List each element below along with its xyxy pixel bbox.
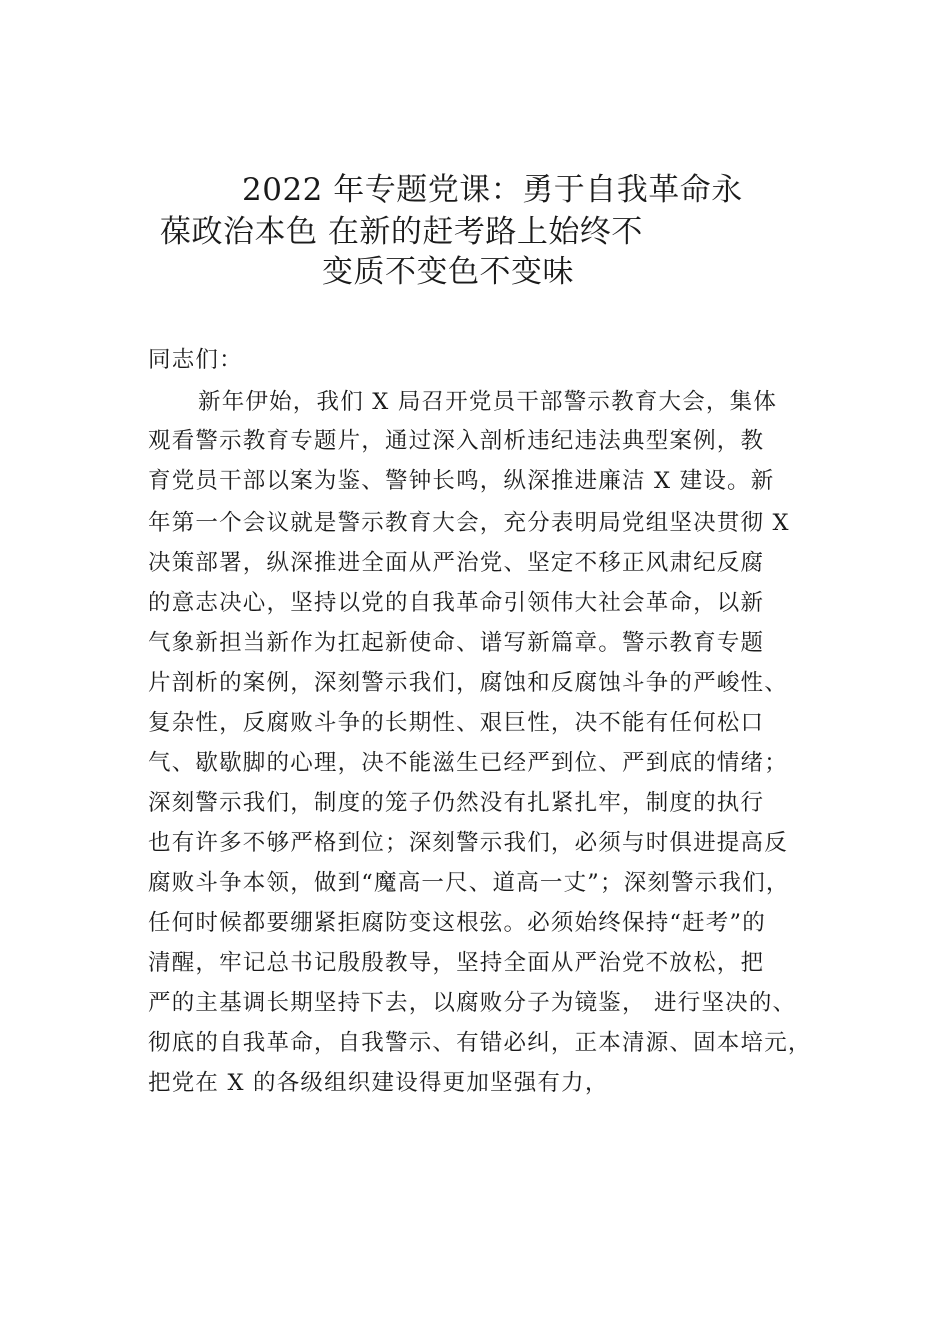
body-line-7: 气象新担当新作为扛起新使命、谱写新篇章。警示教育专题 (148, 630, 765, 656)
body-line-5: 决策部署，纵深推进全面从严治党、坚定不移正风肃纪反腐 (148, 550, 765, 576)
body-line-8: 片剖析的案例，深刻警示我们，腐蚀和反腐蚀斗争的严峻性、 (148, 670, 788, 696)
body-line-10: 气、歇歇脚的心理，决不能滋生已经严到位、严到底的情绪； (148, 750, 788, 776)
body-line-4: 年第一个会议就是警示教育大会，充分表明局党组坚决贯彻 X (148, 510, 790, 536)
body-line-15: 清醒，牢记总书记殷殷教导，坚持全面从严治党不放松，把 (148, 950, 765, 976)
body-line-1: 新年伊始，我们 X 局召开党员干部警示教育大会，集体 (198, 389, 778, 415)
body-line-6: 的意志决心，坚持以党的自我革命引领伟大社会革命，以新 (148, 590, 765, 616)
salutation: 同志们： (148, 347, 243, 373)
document-title-line-3: 变质不变色不变味 (322, 254, 574, 290)
document-title-line-2: 葆政治本色 在新的赶考路上始终不 (160, 214, 643, 250)
body-line-16: 严的主基调长期坚持下去，以腐败分子为镜鉴， 进行坚决的、 (148, 990, 797, 1016)
body-line-14: 任何时候都要绷紧拒腐防变这根弦。必须始终保持“赶考”的 (148, 910, 766, 936)
body-line-9: 复杂性，反腐败斗争的长期性、艰巨性，决不能有任何松口 (148, 710, 765, 736)
body-line-2: 观看警示教育专题片，通过深入剖析违纪违法典型案例，教 (148, 428, 765, 454)
body-line-3: 育党员干部以案为鉴、警钟长鸣，纵深推进廉洁 X 建设。新 (148, 468, 775, 494)
document-title-line-1: 2022 年专题党课：勇于自我革命永 (242, 172, 743, 208)
body-line-13: 腐败斗争本领，做到“魔高一尺、道高一丈”；深刻警示我们， (148, 870, 790, 896)
body-line-11: 深刻警示我们，制度的笼子仍然没有扎紧扎牢，制度的执行 (148, 790, 765, 816)
body-line-17: 彻底的自我革命，自我警示、有错必纠，正本清源、固本培元， (148, 1030, 812, 1056)
body-line-12: 也有许多不够严格到位；深刻警示我们，必须与时俱进提高反 (148, 830, 788, 856)
body-line-18: 把党在 X 的各级组织建设得更加坚强有力， (148, 1070, 609, 1096)
